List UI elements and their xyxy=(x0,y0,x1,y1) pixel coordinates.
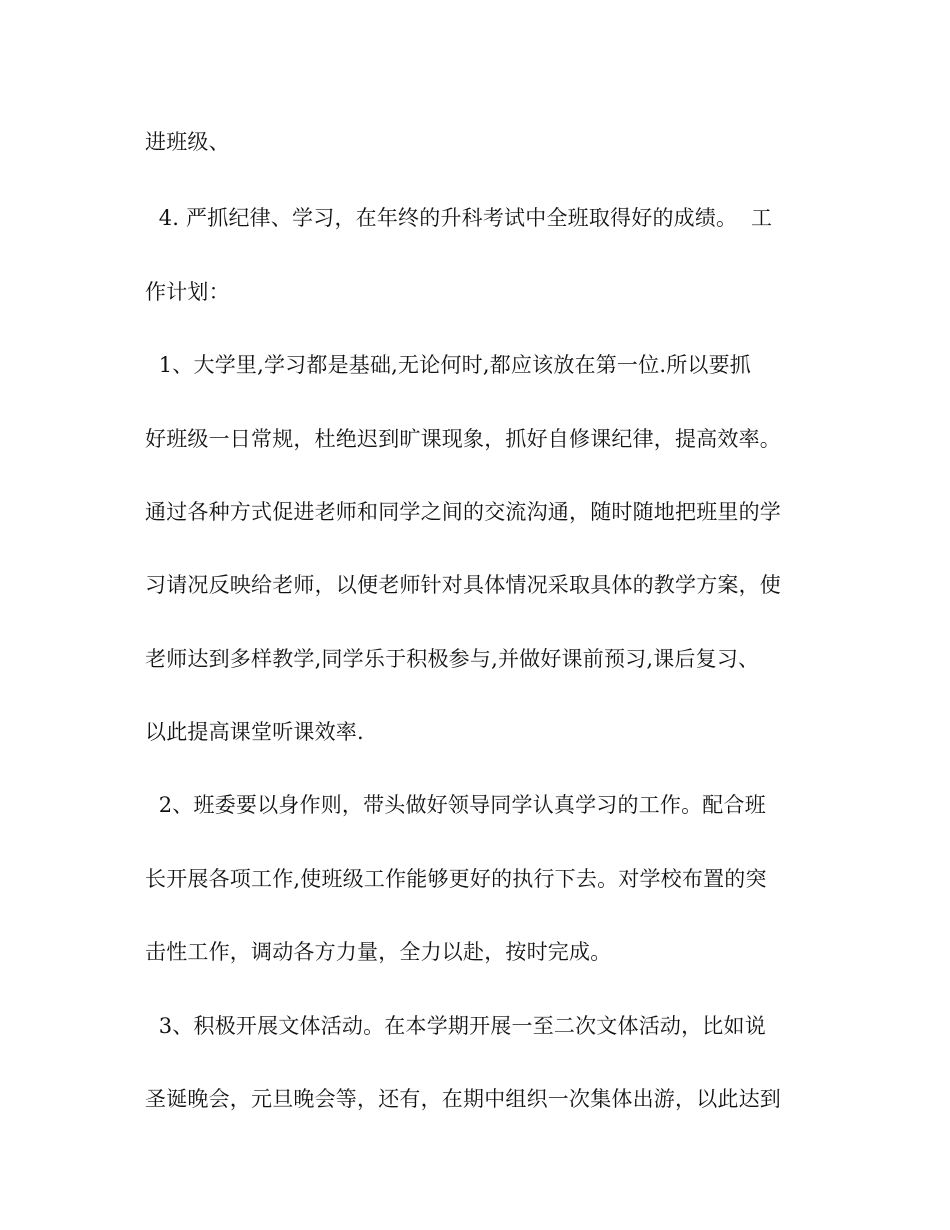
text-line: 习请况反映给老师，以便老师针对具体情况采取具体的教学方案，使 xyxy=(145,573,781,597)
text-line: 以此提高课堂听课效率. xyxy=(145,720,364,744)
text-line: 长开展各项工作,使班级工作能够更好的执行下去。对学校布置的突 xyxy=(145,867,767,891)
text-line: 3、积极开展文体活动。在本学期开展一至二次文体活动，比如说 xyxy=(145,1014,766,1038)
text-line: 进班级、 xyxy=(145,130,230,154)
text-line: 通过各种方式促进老师和同学之间的交流沟通，随时随地把班里的学 xyxy=(145,500,781,524)
text-line: 1、大学里,学习都是基础,无论何时,都应该放在第一位.所以要抓 xyxy=(145,353,752,377)
text-line: 作计划： xyxy=(145,280,230,304)
text-line: 老师达到多样教学,同学乐于积极参与,并做好课前预习,课后复习、 xyxy=(145,647,760,671)
text-line: 圣诞晚会，元旦晚会等，还有，在期中组织一次集体出游，以此达到 xyxy=(145,1087,781,1111)
text-line: 2、班委要以身作则，带头做好领导同学认真学习的工作。配合班 xyxy=(145,793,766,817)
text-line: 击性工作，调动各方力量，全力以赴，按时完成。 xyxy=(145,940,612,964)
text-line: 4. 严抓纪律、学习，在年终的升科考试中全班取得好的成绩。 工 xyxy=(145,206,773,230)
text-line: 好班级一日常规，杜绝迟到旷课现象，抓好自修课纪律，提高效率。 xyxy=(145,427,781,451)
